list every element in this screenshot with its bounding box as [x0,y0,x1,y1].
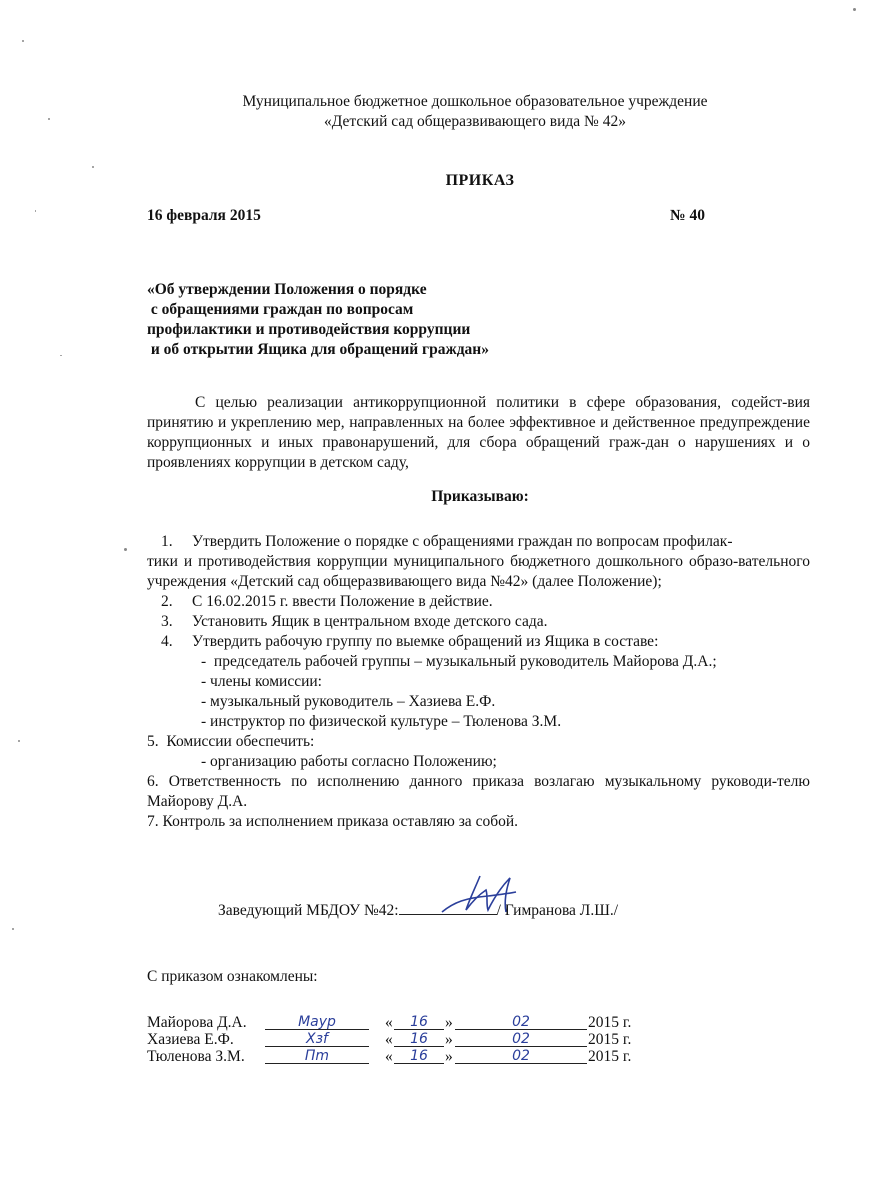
scan-speck [124,548,127,551]
sub-item: - председатель рабочей группы – музыкальный руководитель Майорова Д.А.; [201,653,717,670]
employee-name: Майорова Д.А. [147,1014,247,1031]
scan-speck [853,8,856,11]
scan-speck [60,355,62,356]
list-item [147,532,810,552]
acknowledgement-table [147,1014,707,1065]
handwritten-signature [436,872,528,920]
acknowledgement-row [147,1031,707,1048]
year-field: 2015 г. [588,1014,632,1031]
employee-name: Хазиева Е.Ф. [147,1031,234,1048]
day-field: 16 [394,1031,444,1047]
list-item [147,592,810,612]
day-field: 16 [394,1014,444,1030]
signatory-name: / Гимранова Л.Ш./ [496,902,619,919]
order-number: № 40 [670,207,705,224]
order-date: 16 февраля 2015 [147,207,261,224]
acknowledgement-row [147,1014,707,1031]
employee-signature: Пm [265,1048,369,1064]
year-field: 2015 г. [588,1048,632,1065]
list-item [147,632,810,652]
item-number: 3. [161,613,173,630]
director-signature-line [218,900,618,920]
item-text: Установить Ящик в центральном входе детского сада. [192,613,548,630]
scan-speck [12,928,14,930]
month-field: 02 [455,1048,587,1064]
list-item: 6. Ответственность по исполнению данного приказа возлагаю музыкальному руководи-телю Майорову Д.А. [147,773,810,810]
sub-item: - музыкальный руководитель – Хазиева Е.Ф. [201,693,496,710]
quote-close: » [445,1048,453,1065]
quote-open: « [385,1014,393,1031]
acknowledgement-row [147,1048,707,1065]
month-field: 02 [455,1031,587,1047]
list-item: 5. Комиссии обеспечить: [147,733,315,750]
scan-speck [22,40,24,42]
organization-name [140,92,810,132]
subject-line: и об открытии Ящика для обращений граждан» [147,341,489,358]
scan-speck [92,166,94,168]
employee-signature: Хзf [265,1031,369,1047]
year-field: 2015 г. [588,1031,632,1048]
list-item: 7. Контроль за исполнением приказа оставляю за собой. [147,813,519,830]
quote-open: « [385,1031,393,1048]
quote-open: « [385,1048,393,1065]
intro-text: С целью реализации антикоррупционной политики в сфере образования, содейст-вия принятию и укреплению мер, направленных на более эффективное и действенное предупреждение коррупционных и иных правонарушений, для сбора обращений граж-дан о нарушениях и о проявлениях коррупции в детском саду, [147,394,810,471]
signatory-position: Заведующий МБДОУ №42: [218,902,399,919]
employee-signature: Маур [265,1014,369,1030]
quote-close: » [445,1031,453,1048]
acknowledgement-heading: С приказом ознакомлены: [147,968,318,985]
order-subject [147,280,489,360]
subject-line: «Об утверждении Положения о порядке [147,281,427,298]
org-line-1: Муниципальное бюджетное дошкольное образовательное учреждение [242,93,708,110]
month-field: 02 [455,1014,587,1030]
day-field: 16 [394,1048,444,1064]
item-text: Утвердить рабочую группу по выемке обращений из Ящика в составе: [192,633,659,650]
item-text: Утвердить Положение о порядке с обращениями граждан по вопросам профилак- [192,533,733,550]
list-item-continuation: тики и противодействия коррупции муниципального бюджетного дошкольного образо-вательного учреждения «Детский сад общеразвивающего вида №42» (далее Положение); [147,553,810,590]
scan-speck [48,118,50,120]
item-text: С 16.02.2015 г. ввести Положение в действие. [192,593,493,610]
subject-line: с обращениями граждан по вопросам [147,301,414,318]
subject-line: профилактики и противодействия коррупции [147,321,471,338]
quote-close: » [445,1014,453,1031]
scan-speck [18,740,20,742]
item-number: 4. [161,633,173,650]
sub-item: - члены комиссии: [201,673,322,690]
order-items [147,532,810,832]
document-title: ПРИКАЗ [445,172,515,189]
org-line-2: «Детский сад общеразвивающего вида № 42» [324,113,626,130]
item-number: 1. [161,533,173,550]
sub-item: - организацию работы согласно Положению; [201,753,497,770]
scan-speck [35,210,36,212]
employee-name: Тюленова З.М. [147,1048,245,1065]
decree-word: Приказываю: [431,488,529,505]
sub-item: - инструктор по физической культуре – Тюленова З.М. [201,713,562,730]
list-item [147,612,810,632]
intro-paragraph [147,393,810,473]
item-number: 2. [161,593,173,610]
